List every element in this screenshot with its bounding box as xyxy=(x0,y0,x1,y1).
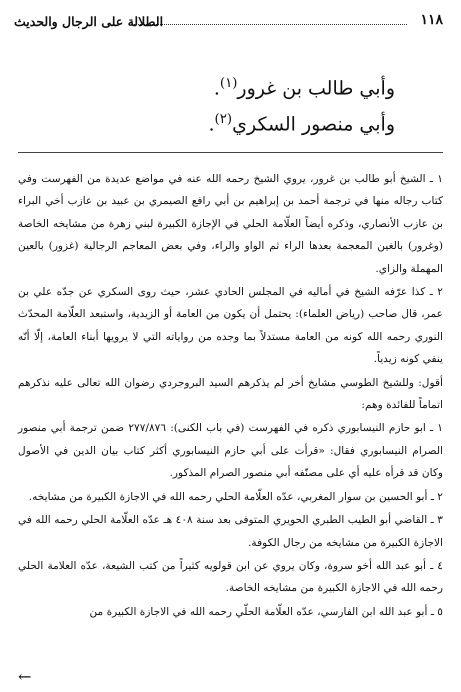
footnote: ٢ ـ كذا عرّفه الشيخ في أماليه في المجلس الحادي عشر، حيث روى السكري عن جدّه علي بن عمر، قال صاحب (رياض العلماء): يحتمل أن يكون من العامة أو الزيدية، واستبعد العلّامة المحدّث النوري رحمه الله كونه من العامة مستدلاً بما وجده من رواياته التي لا يرويها أبناء العامة، إلّا أنّه ينفي كونه زيدياً. xyxy=(18,286,443,366)
page-number: ١١٨ xyxy=(420,12,443,28)
footnote: أقول: وللشيخ الطوسي مشايخ أخر لم يذكرهم السيد البروجردي رضوان الله تعالى عليه نذكرهم اتماماً للفائدة وهم: xyxy=(18,376,443,412)
footnote-separator xyxy=(18,152,443,153)
running-title: الطلالة على الرجال والحديث xyxy=(14,14,164,29)
continuation-mark: ← xyxy=(18,667,32,686)
footnote: ١ ـ الشيخ أبو طالب بن غرور، يروي الشيخ رحمه الله عنه في مواضع عديدة من الفهرست وفي كتاب رجاله منها في ترجمة أحمد بن إبراهيم بن أبي رافع الصيمري بن عبيد بن عازب أخي البراء بن عازب الأنصاري، وذكره أيضاً العلّامة الحلي في الإجازة الكبيرة لبني زهرة من مشايخه الخاصة (وغرور) بالغين المعجمة بعدها الراء ثم الواو والراء، وفي بعض المعاجم الرجالية (غزور) بالعين المهملة والزاي. xyxy=(18,173,443,275)
footnotes xyxy=(18,168,443,623)
main-line: وأبي طالب بن غرور$^{(١)}$. xyxy=(213,76,395,100)
main-text xyxy=(35,68,395,141)
footnote: ٥ ـ أبو عبد الله ابن الفارسي، عدّه العلّامة الحلّي رحمه الله في الاجازة الكبيرة من xyxy=(89,605,443,618)
footnote: ٣ ـ القاضي أبو الطيب الطبري الحويري المتوفى بعد سنة ٤٠٨ هـ عدّه العلّامة الحلي رحمه الله في الاجازة الكبيرة من مشايخه من رجال الكوفة. xyxy=(18,514,443,549)
footnote: ٢ ـ أبو الحسين بن سوار المغربي، عدّه العلّامة الحلي رحمه الله في الاجازة الكبيرة من مشايخه. xyxy=(28,490,443,503)
footnote: ١ ـ ابو حازم النيسابوري ذكره في الفهرست (في باب الكنى): ٢٧٧/٨٧٦ ضمن ترجمة أبي منصور الصرام النيسابوري فقال: «قرأت على أبي حازم النيسابوري أكثر كتاب بيان الدين في الأصول وكان قد قرأه عليه أي على مصنّفه أبي منصور الصرام المذكور. xyxy=(18,422,443,480)
footnote-ref: (١) xyxy=(219,76,238,91)
footnote: ٤ ـ أبو عبد الله أخو سروة، وكان يروي عن ابن قولويه كثيراً من كتب الشيعة، عدّه العلامة الحلي رحمه الله في الاجازة الكبيرة من مشايخه الخاصة. xyxy=(18,559,443,595)
main-line: وأبي منصور السكري$^{(٢)}$. xyxy=(208,112,395,136)
page-header xyxy=(14,12,443,34)
footnote-ref: (٢) xyxy=(214,112,233,128)
header-dotted-leader xyxy=(134,24,407,25)
